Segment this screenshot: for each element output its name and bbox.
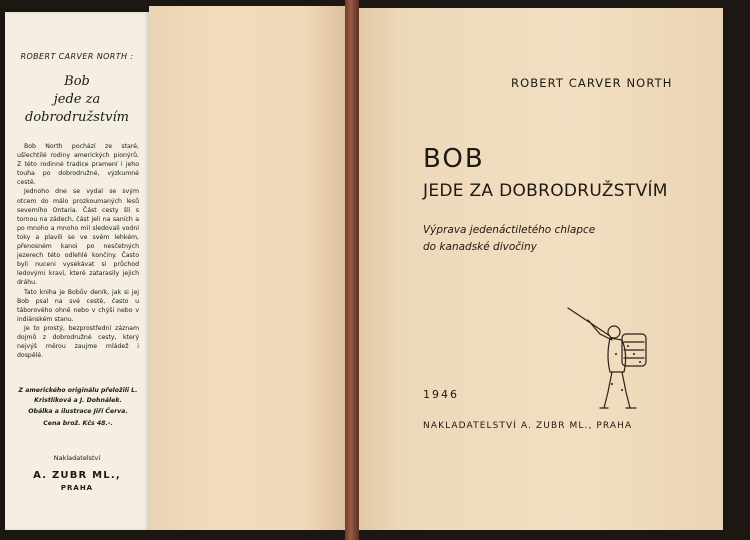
book-subtitle: JEDE ZA DOBRODRUŽSTVÍM (423, 181, 668, 201)
book-title: BOB (423, 144, 485, 174)
book-spine (345, 0, 359, 540)
flap-description (17, 142, 139, 360)
flap-title-line-3: dobrodružstvím (25, 110, 129, 125)
flap-paragraph: Jednoho dne se vydal se svým otcem do málo prozkoumaných lesů severního Ontaria. Část cesty šli s tornou na zádech, část jeli na saních a po mnoho a mnoho mil sledovali vodní toky a plavili se ve svém lehkém, přenosném kanoi po nesčetných jezerech této odlehlé končiny. Často byli nuceni vysekávat si průchod ledovými kraví, které zatarasily jejich dráhu. (17, 188, 139, 287)
title-page (359, 8, 723, 530)
flap-credits (17, 386, 139, 430)
jacket-flap (5, 12, 149, 530)
hunter-with-rifle-icon (564, 304, 656, 414)
endpaper (149, 6, 345, 530)
flap-paragraph: Tato kniha je Bobův deník, jak si jej Bob psal na své cestě, často u táborového ohně nebo v chýši nebo v indiánském stanu. (17, 288, 139, 323)
page-publisher: NAKLADATELSTVÍ A. ZUBR ML., PRAHA (423, 421, 633, 431)
illustrator-credit: Obálka a ilustrace Jiří Červa. (28, 408, 128, 416)
flap-publisher-label: Nakladatelství (53, 454, 101, 462)
book-description (423, 222, 595, 256)
flap-publisher-city: PRAHA (60, 484, 94, 492)
flap-paragraph: Je to prostý, bezprostřední záznam dojmů z dobrodružné cesty, který nejvýš měrou zaujme mládež i dospělé. (17, 324, 139, 360)
flap-title-line-2: jede za (53, 92, 101, 107)
page-author: ROBERT CARVER NORTH (511, 76, 673, 90)
flap-author: ROBERT CARVER NORTH : (20, 52, 134, 61)
flap-publisher-name: A. ZUBR ML., (33, 470, 121, 481)
description-line-1: Výprava jedenáctiletého chlapce (423, 224, 596, 236)
price: Cena brož. Kčs 48.-. (43, 419, 113, 427)
translator-credit: Z amerického originálu přeložili L. Kristlíková a J. Dohnálek. (18, 387, 138, 404)
flap-paragraph: Bob North pochází ze staré, ušlechtilé rodiny amerických pionýrů. Z této rodinné tradice pramení i jeho touha po dobrodružné, výzkumné cestě. (17, 143, 139, 187)
flap-title-line-1: Bob (64, 74, 90, 89)
description-line-2: do kanadské divočiny (423, 241, 537, 253)
publication-year: 1946 (423, 388, 459, 401)
